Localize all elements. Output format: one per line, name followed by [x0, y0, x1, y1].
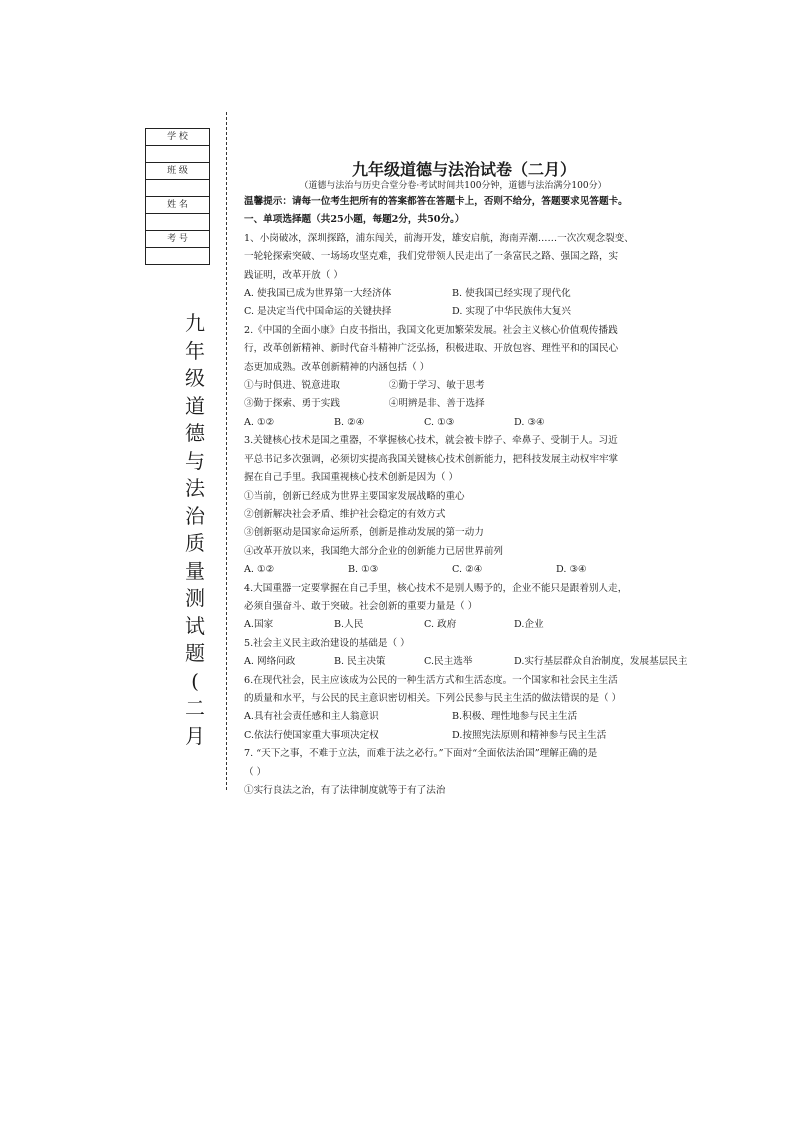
question-6 — [244, 672, 662, 746]
exam-subtitle: （道德与法治与历史合堂分卷·考试时间共100分钟，道德与法治满分100分） — [299, 181, 607, 191]
question-line: 4.大国重器一定要掌握在自己手里，核心技术不是别人赐予的，企业不能只是跟着别人走， — [244, 582, 628, 594]
question-2 — [244, 322, 662, 432]
question-line: 行，改革创新精神、新时代奋斗精神广泛弘扬，积极进取、开放包容、理性平和的国民心 — [244, 343, 619, 355]
name-label: 姓 名 — [146, 197, 210, 214]
statement-line: ④改革开放以来，我国绝大部分企业的创新能力已居世界前列 — [244, 545, 504, 557]
question-line: 1、小岗破冰，深圳探路，浦东闯关，前海开发，雄安启航，海南弄潮……一次次观念裂变、 — [244, 232, 634, 244]
section-heading: 一、单项选择题（共25小题，每题2分，共50分。） — [244, 214, 465, 226]
option-b[interactable]: B. ①③ — [348, 564, 379, 576]
statement-line: ③创新驱动是国家命运所系，创新是推动发展的第一动力 — [244, 527, 484, 539]
question-4 — [244, 580, 662, 635]
page-title: 九年级道德与法治试卷（二月） — [351, 160, 576, 179]
question-line: 平总书记多次强调，必须切实提高我国关键核心技术创新能力，把科技发展主动权牢牢掌 — [244, 453, 619, 465]
question-line: 践证明，改革开放（ ） — [244, 269, 343, 281]
option-d[interactable]: D. ③④ — [556, 564, 587, 576]
question-line: 6.在现代社会，民主应该成为公民的一种生活方式和生活态度。一个国家和社会民主生活 — [244, 674, 618, 686]
class-label: 班 级 — [146, 163, 210, 180]
exam-number-label: 考 号 — [146, 231, 210, 248]
option-row — [244, 616, 662, 634]
option-row — [244, 561, 662, 579]
option-b[interactable]: B. ②④ — [334, 416, 365, 428]
option-a[interactable]: A. ①② — [244, 416, 275, 428]
option-d[interactable]: D.实行基层群众自治制度，发展基层民主 — [514, 656, 688, 668]
option-a[interactable]: A. 使我国已成为世界第一大经济体 — [244, 288, 392, 300]
option-d[interactable]: D. ③④ — [514, 416, 545, 428]
option-b[interactable]: B.积极、理性地参与民主生活 — [452, 711, 578, 723]
option-c[interactable]: C. 政府 — [424, 619, 457, 631]
question-3 — [244, 432, 662, 579]
school-label: 学 校 — [146, 129, 210, 146]
option-c[interactable]: C. 是决定当代中国命运的关键抉择 — [244, 306, 392, 318]
question-7 — [244, 745, 662, 800]
question-line: 2.《中国的全面小康》白皮书指出，我国文化更加繁荣发展。社会主义核心价值观传播践 — [244, 324, 618, 336]
binding-line — [226, 112, 227, 790]
option-row — [244, 727, 662, 745]
question-line: 3.关键核心技术是国之重器，不掌握核心技术，就会被卡脖子、牵鼻子、受制于人。习近 — [244, 435, 618, 447]
statement-line: ②创新解决社会矛盾、维护社会稳定的有效方式 — [244, 508, 446, 520]
option-b[interactable]: B. 民主决策 — [334, 656, 386, 668]
option-c[interactable]: C. ①③ — [424, 416, 455, 428]
option-c[interactable]: C.依法行使国家重大事项决定权 — [244, 729, 379, 741]
option-d[interactable]: D.企业 — [514, 619, 544, 631]
statement-line: ③勤于探索、勇于实践 ④明辨是非、善于选择 — [244, 398, 485, 410]
statement-line: ①实行良法之治，有了法律制度就等于有了法治 — [244, 785, 446, 796]
vertical-exam-title: 九 年 级 道 德 与 法 治 质 量 测 试 题 ( 二 月 — [185, 311, 205, 748]
notice: 温馨提示：请每一位考生把所有的答案都答在答题卡上，否则不给分，答题要求见答题卡。 — [244, 196, 628, 207]
option-c[interactable]: C. ②④ — [452, 564, 483, 576]
option-d[interactable]: D. 实现了中华民族伟大复兴 — [452, 306, 571, 318]
statement-line: ①当前，创新已经成为世界主要国家发展战略的重心 — [244, 490, 465, 502]
option-a[interactable]: A.具有社会责任感和主人翁意识 — [244, 711, 379, 723]
school-field[interactable] — [146, 146, 210, 163]
question-line: 态更加成熟。改革创新精神的内涵包括（ ） — [244, 361, 430, 373]
option-c[interactable]: C.民主选举 — [424, 656, 473, 668]
option-row — [244, 285, 662, 303]
name-field[interactable] — [146, 214, 210, 231]
option-b[interactable]: B.人民 — [334, 619, 364, 631]
statement-line: ①与时俱进、锐意进取 ②勤于学习、敏于思考 — [244, 380, 485, 392]
question-line: 的质量和水平，与公民的民主意识密切相关。下列公民参与民主生活的做法错误的是（ ） — [244, 692, 622, 704]
option-a[interactable]: A. 网络问政 — [244, 656, 296, 668]
question-line: 一轮轮探索突破、一场场攻坚克难，我们党带领人民走出了一条富民之路、强国之路，实 — [244, 251, 619, 263]
question-1 — [244, 230, 662, 322]
question-5 — [244, 635, 688, 672]
option-a[interactable]: A.国家 — [244, 619, 274, 631]
question-line: 必须自强奋斗、敢于突破。社会创新的重要力量是（ ） — [244, 600, 478, 612]
option-a[interactable]: A. ①② — [244, 564, 275, 576]
question-line: 握在自己手里。我国重视核心技术创新是因为（ ） — [244, 472, 459, 484]
option-row — [244, 708, 662, 726]
exam-body — [244, 160, 688, 800]
student-info-table — [145, 128, 210, 265]
option-row — [244, 653, 688, 671]
option-b[interactable]: B. 使我国已经实现了现代化 — [452, 288, 571, 300]
class-field[interactable] — [146, 180, 210, 197]
option-row — [244, 414, 662, 432]
option-row — [244, 303, 662, 321]
question-line: 5.社会主义民主政治建设的基础是（ ） — [244, 637, 410, 649]
question-line: 7. “天下之事，不难于立法，而难于法之必行。”下面对“全面依法治国”理解正确的是 — [244, 748, 598, 760]
exam-number-field[interactable] — [146, 248, 210, 265]
question-line: （ ） — [244, 766, 267, 778]
option-d[interactable]: D.按照宪法原则和精神参与民主生活 — [452, 729, 607, 741]
